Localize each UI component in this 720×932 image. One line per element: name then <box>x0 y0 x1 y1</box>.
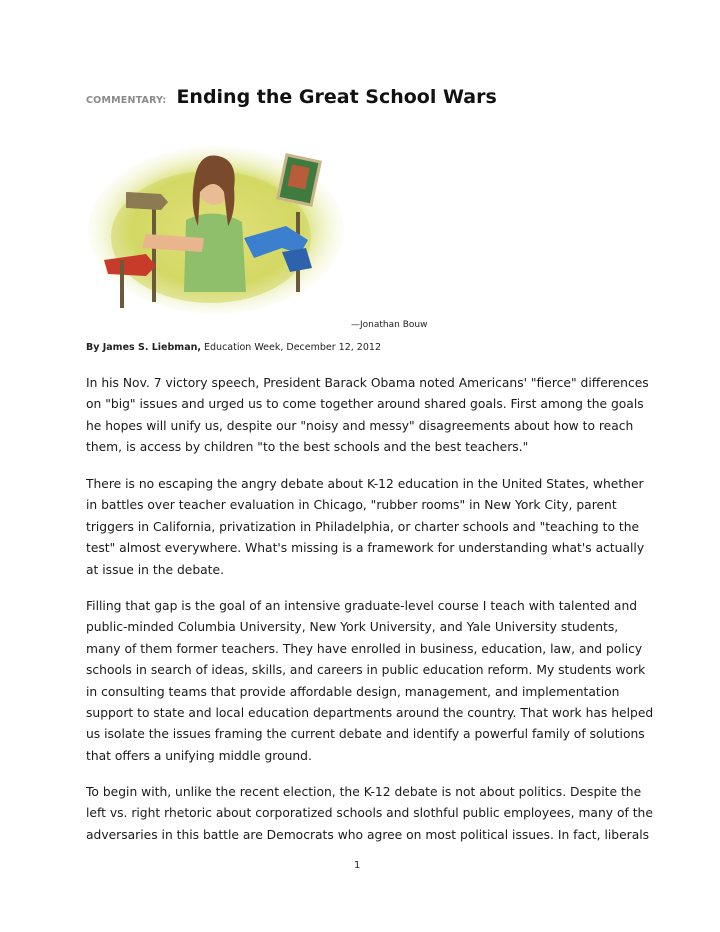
paragraph-line: left vs. right rhetoric about corporatized schools and slothful public employees, many of the <box>86 806 653 821</box>
paragraph-line: public-minded Columbia University, New York University, and Yale University students, <box>86 620 619 635</box>
article-header <box>86 86 497 108</box>
paragraph-line: schools in search of ideas, skills, and careers in public education reform. My students work <box>86 663 646 678</box>
illustration-credit: —Jonathan Bouw <box>351 320 428 330</box>
paragraph-line: triggers in California, privatization in Philadelphia, or charter schools and "teaching to the <box>86 519 640 534</box>
paragraph-line: To begin with, unlike the recent election, the K-12 debate is not about politics. Despite the <box>86 785 642 799</box>
paragraph-line: at issue in the debate. <box>86 562 224 577</box>
paragraph-line: he hopes will unify us, despite our "noisy and messy" disagreements about how to reach <box>86 418 634 433</box>
paragraph-line: in battles over teacher evaluation in Chicago, "rubber rooms" in New York City, parent <box>86 498 617 513</box>
paragraph-line: There is no escaping the angry debate about K-12 education in the United States, whether <box>86 477 644 491</box>
byline <box>86 342 381 353</box>
page-number: 1 <box>354 860 361 871</box>
paragraph-line: that offers a unifying middle ground. <box>86 748 312 763</box>
paragraph-line: them, is access by children "to the best schools and the best teachers." <box>86 440 529 455</box>
article-title: Ending the Great School Wars <box>176 86 497 108</box>
article-illustration <box>86 142 346 314</box>
body-paragraph <box>86 782 653 846</box>
paragraph-line: in consulting teams that provide affordable design, management, and implementation <box>86 684 620 699</box>
paragraph-line: In his Nov. 7 victory speech, President Barack Obama noted Americans' "fierce" differences <box>86 376 649 390</box>
paragraph-line: test" almost everywhere. What's missing is a framework for understanding what's actually <box>86 541 645 556</box>
section-kicker: COMMENTARY: <box>86 95 167 106</box>
paragraph-line: us isolate the issues framing the current debate and identify a powerful family of solutions <box>86 727 645 742</box>
byline-publication: Education Week, December 12, 2012 <box>204 342 381 353</box>
paragraph-line: Filling that gap is the goal of an intensive graduate-level course I teach with talented and <box>86 599 638 613</box>
body-paragraph <box>86 474 646 581</box>
paragraph-line: on "big" issues and urged us to come together around shared goals. First among the goals <box>86 397 644 412</box>
body-paragraph <box>86 373 649 459</box>
paragraph-line: adversaries in this battle are Democrats who agree on most political issues. In fact, liberals <box>86 827 650 842</box>
paragraph-line: support to state and local education departments around the country. That work has helped <box>86 706 654 721</box>
byline-author: By James S. Liebman, <box>86 342 201 353</box>
body-paragraph <box>86 596 654 767</box>
paragraph-line: many of them former teachers. They have enrolled in business, education, law, and policy <box>86 641 643 656</box>
